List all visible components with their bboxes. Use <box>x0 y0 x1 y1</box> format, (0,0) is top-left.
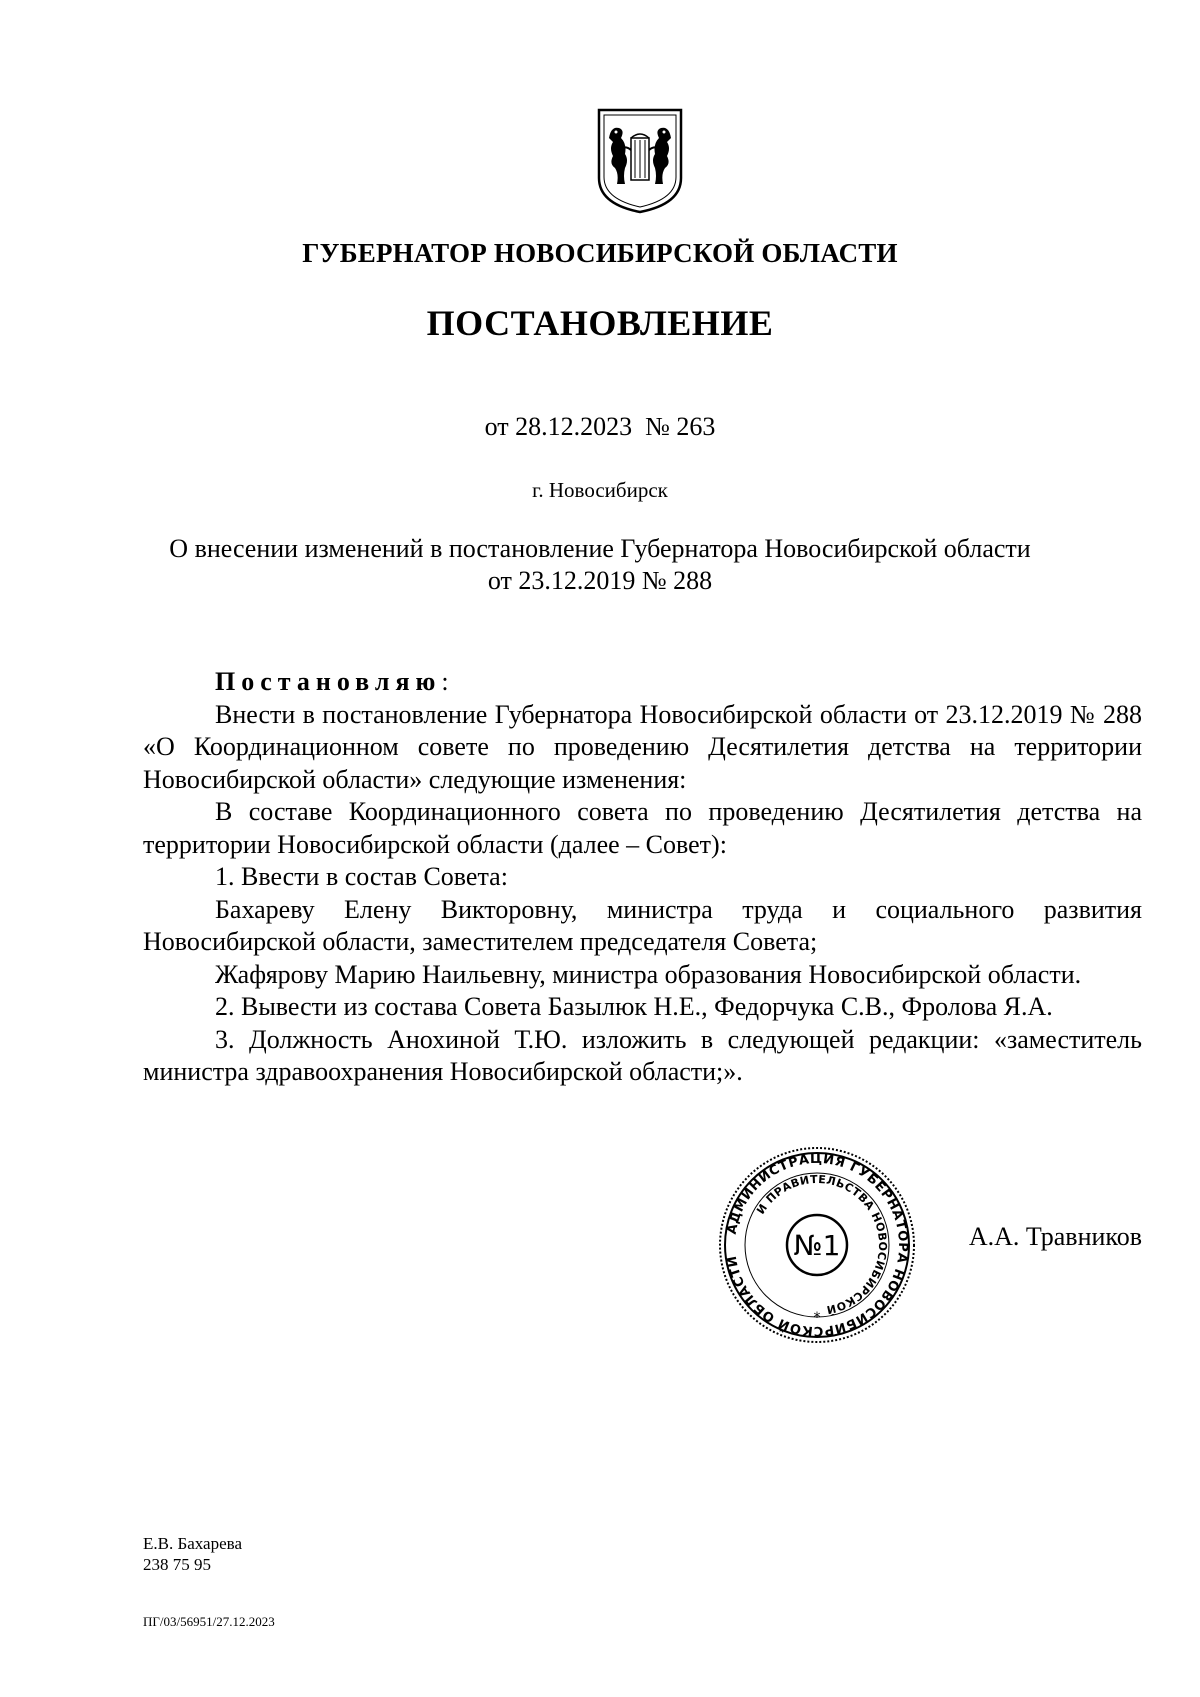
official-seal-stamp <box>717 1145 917 1345</box>
document-city: г. Новосибирск <box>532 478 668 502</box>
signatory-name: А.А. Травников <box>968 1222 1142 1251</box>
decree-heading <box>143 666 1142 699</box>
decree-colon: : <box>441 667 449 696</box>
coat-of-arms-icon <box>595 108 685 214</box>
decree-word: Постановляю <box>215 667 442 696</box>
issuing-authority: ГУБЕРНАТОР НОВОСИБИРСКОЙ ОБЛАСТИ <box>302 238 898 268</box>
subject-line-1: О внесении изменений в постановление Губернатора Новосибирской области <box>169 534 1031 563</box>
document-subject <box>130 533 1070 597</box>
document-body <box>143 666 1142 1089</box>
document-date-number <box>0 412 1200 442</box>
body-paragraph: 2. Вывести из состава Совета Базылюк Н.Е., Федорчука С.В., Фролова Я.А. <box>215 992 1053 1021</box>
seal-star: * <box>813 1310 821 1326</box>
seal-inner-text: И ПРАВИТЕЛЬСТВА НОВОСИБИРСКОЙ <box>754 1172 890 1317</box>
body-paragraph: Бахареву Елену Викторовну, министра труда и социального развития Новосибирской области, заместителем председателя Совета; <box>143 894 1142 956</box>
executor-phone: 238 75 95 <box>143 1555 211 1574</box>
body-paragraph: 3. Должность Анохиной Т.Ю. изложить в следующей редакции: «заместитель министра здравоохранения Новосибирской области;». <box>143 1024 1142 1086</box>
executor-name: Е.В. Бахарева <box>143 1534 242 1553</box>
document-type-title: ПОСТАНОВЛЕНИЕ <box>426 303 774 343</box>
executor-info <box>143 1533 242 1575</box>
document-reference: ПГ/03/56951/27.12.2023 <box>143 1614 275 1629</box>
date-number-text: от 28.12.2023 № 263 <box>484 412 716 441</box>
subject-line-2: от 23.12.2019 № 288 <box>487 566 713 595</box>
seal-outer-text: АДМИНИСТРАЦИЯ ГУБЕРНАТОРА НОВОСИБИРСКОЙ ОБЛАСТИ <box>724 1151 911 1339</box>
body-paragraph: Внести в постановление Губернатора Новосибирской области от 23.12.2019 № 288 «О Координационном совете по проведению Десятилетия детства на территории Новосибирской области» следующие изменения: <box>143 699 1142 794</box>
body-paragraph: В составе Координационного совета по проведению Десятилетия детства на территории Новосибирской области (далее – Совет): <box>143 797 1142 859</box>
body-paragraph: 1. Ввести в состав Совета: <box>215 862 508 891</box>
body-paragraph: Жафярову Марию Наильевну, министра образования Новосибирской области. <box>215 959 1082 989</box>
seal-number: №1 <box>793 1229 841 1262</box>
